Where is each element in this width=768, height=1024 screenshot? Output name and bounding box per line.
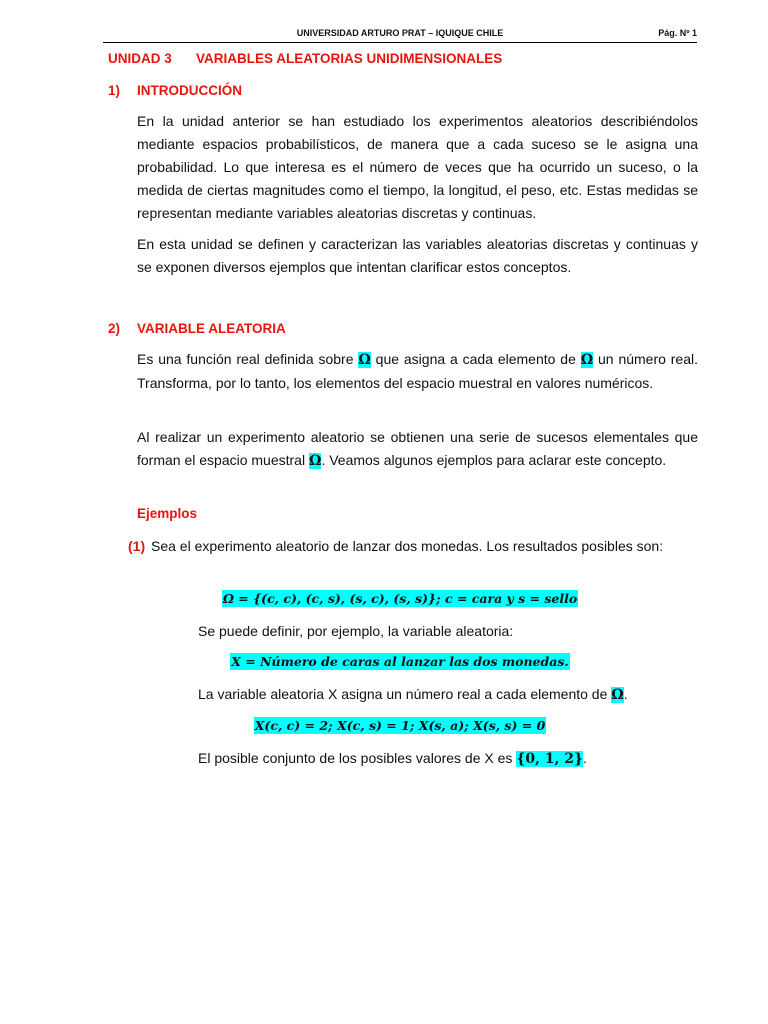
definition-text-b: que asigna a cada elemento de: [370, 351, 581, 367]
variable-definition-formula: X = Número de caras al lanzar las dos monedas.: [231, 654, 569, 669]
definition-text-c: un número real. Transforma, por lo tanto, los elementos del espacio muestral en valores numéricos.: [137, 351, 698, 391]
examples-heading: Ejemplos: [137, 506, 198, 521]
sample-space-text-a: Al realizar un experimento aleatorio se obtienen una serie de sucesos elementales que forman el espacio muestral: [137, 429, 698, 468]
intro-paragraph-2: En esta unidad se definen y caracterizan las variables aleatorias discretas y continuas y se exponen diversos ejemplos que intentan clarificar estos conceptos.: [137, 236, 698, 275]
unit-title: VARIABLES ALEATORIAS UNIDIMENSIONALES: [196, 51, 503, 66]
institution-name: UNIVERSIDAD ARTURO PRAT – IQUIQUE CHILE: [296, 28, 504, 38]
example1-text: Sea el experimento aleatorio de lanzar dos monedas. Los resultados posibles son:: [151, 538, 664, 554]
intro-paragraph-1: En la unidad anterior se han estudiado los experimentos aleatorios describiéndolos mediante espacios probabilísticos, de manera que a cada suceso se le asigna una probabilidad. Lo que interesa es el número de veces que ha ocurrido un suceso, o la medida de ciertas magnitudes como el tiempo, la longitud, el peso, etc. Estas medidas se representan mediante variables aleatorias discretas y continuas.: [137, 113, 698, 221]
example1-line-set: El posible conjunto de los posibles valores de X es {0, 1, 2}.: [198, 750, 587, 767]
value-set: {0, 1, 2}: [516, 751, 584, 767]
definition-text-a: Es una función real definida sobre: [137, 351, 359, 367]
example1-number: (1): [128, 538, 146, 554]
variable-values-formula: X(c, c) = 2; X(c, s) = 1; X(s, a); X(s, s) = 0: [254, 718, 546, 733]
section2-title: VARIABLE ALEATORIA: [137, 321, 286, 336]
omega-symbol: Ω: [358, 352, 371, 368]
section2-number: 2): [108, 321, 121, 336]
sample-space-formula: Ω = {(c, c), (c, s), (s, c), (s, s)}; c = cara y s = sello: [222, 591, 578, 606]
page-number: Pág. Nº 1: [658, 28, 697, 38]
definition-paragraph: [137, 348, 698, 395]
example1-line-define: Se puede definir, por ejemplo, la variable aleatoria:: [198, 623, 514, 639]
unit-label: UNIDAD 3: [108, 51, 172, 66]
example1-line-assign: La variable aleatoria X asigna un número real a cada elemento de Ω.: [198, 686, 628, 703]
section1-number: 1): [108, 83, 121, 98]
omega-symbol: Ω: [580, 352, 594, 368]
omega-symbol: Ω: [611, 687, 624, 703]
sample-space-text-b: . Veamos algunos ejemplos para aclarar este concepto.: [321, 452, 667, 468]
section1-title: INTRODUCCIÓN: [137, 83, 242, 98]
sample-space-paragraph: [137, 426, 698, 473]
page-header: [103, 26, 697, 43]
omega-symbol: Ω: [308, 453, 322, 469]
